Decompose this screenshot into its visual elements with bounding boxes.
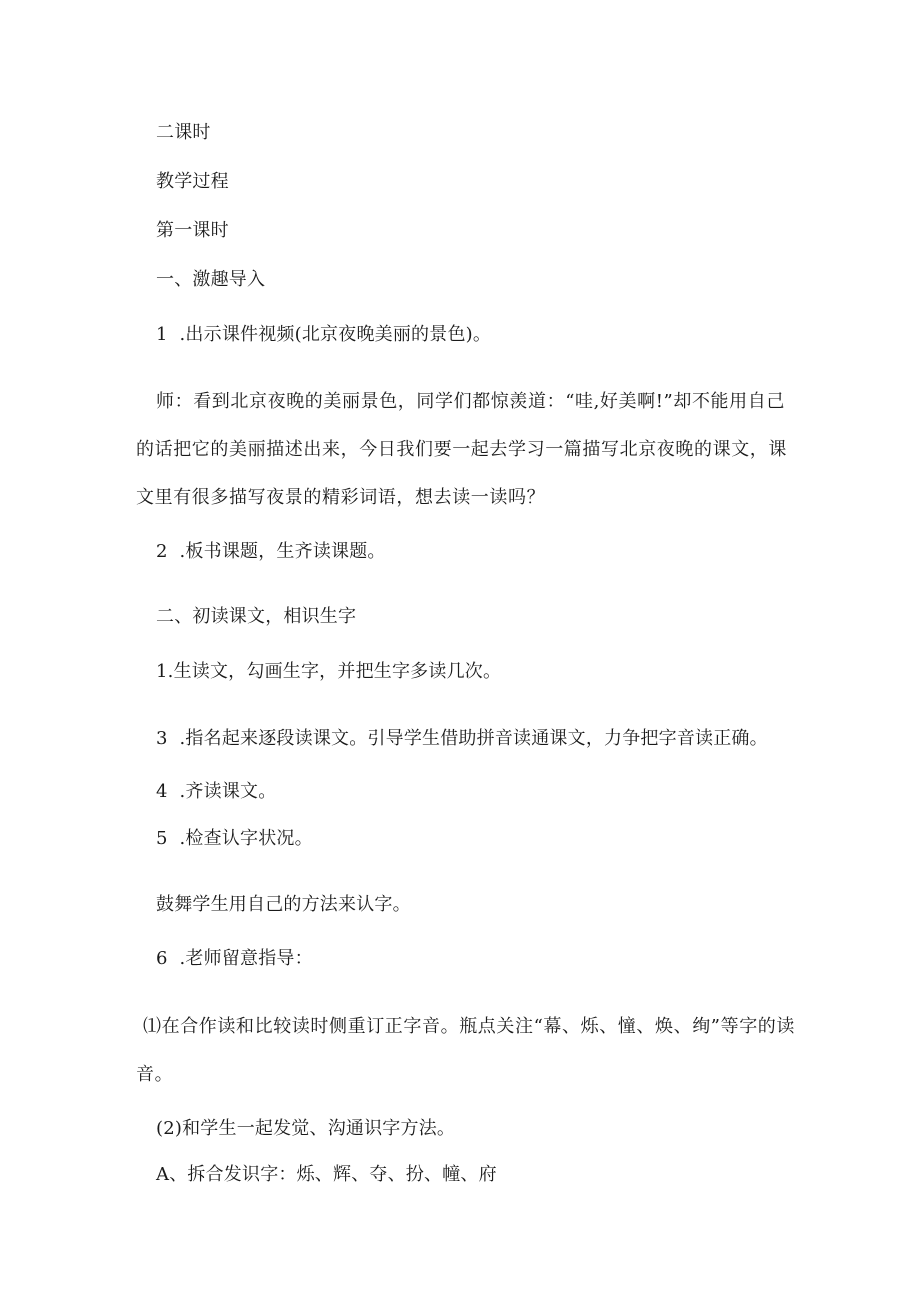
guidance-sub-item-1: ⑴在合作读和比较读时侧重订正字音。瓶点关注“幕、烁、憧、焕、绚”等字的读音。 bbox=[136, 1016, 796, 1085]
guidance-sub-item-a: A、拆合发识字：烁、辉、夺、扮、幢、府 bbox=[156, 1164, 497, 1185]
section-title-first-reading: 二、初读课文，相识生字 bbox=[156, 606, 357, 627]
list-item-teacher-guidance: 6 .老师留意指导： bbox=[156, 948, 313, 969]
heading-teaching-process: 教学过程 bbox=[156, 171, 229, 192]
section-title-intro: 一、激趣导入 bbox=[156, 269, 266, 290]
list-item-read-text: 1.生读文，勾画生字，并把生字多读几次。 bbox=[156, 661, 502, 682]
list-item-check-characters: 5 .检查认字状况。 bbox=[156, 828, 313, 849]
heading-lesson-count: 二课时 bbox=[156, 122, 211, 143]
guidance-sub-item-2: (2)和学生一起发觉、沟通识字方法。 bbox=[156, 1118, 456, 1139]
list-item-read-together: 4 .齐读课文。 bbox=[156, 781, 277, 802]
list-item-read-by-paragraph: 3 .指名起来逐段读课文。引导学生借助拼音读通课文，力争把字音读正确。 bbox=[156, 728, 768, 749]
encourage-text: 鼓舞学生用自己的方法来认字。 bbox=[156, 894, 411, 915]
teacher-paragraph: 师：看到北京夜晚的美丽景色，同学们都惊羡道：“哇,好美啊!”却不能用自己的话把它的美丽描述出来，今日我们要一起去学习一篇描写北京夜晚的课文，课文里有很多描写夜景的精彩词语，想去读一读吗？ bbox=[136, 391, 787, 508]
heading-first-lesson: 第一课时 bbox=[156, 220, 229, 241]
list-item-show-video: 1 .出示课件视频(北京夜晚美丽的景色)。 bbox=[156, 324, 492, 345]
list-item-write-title: 2 .板书课题，生齐读课题。 bbox=[156, 541, 386, 562]
